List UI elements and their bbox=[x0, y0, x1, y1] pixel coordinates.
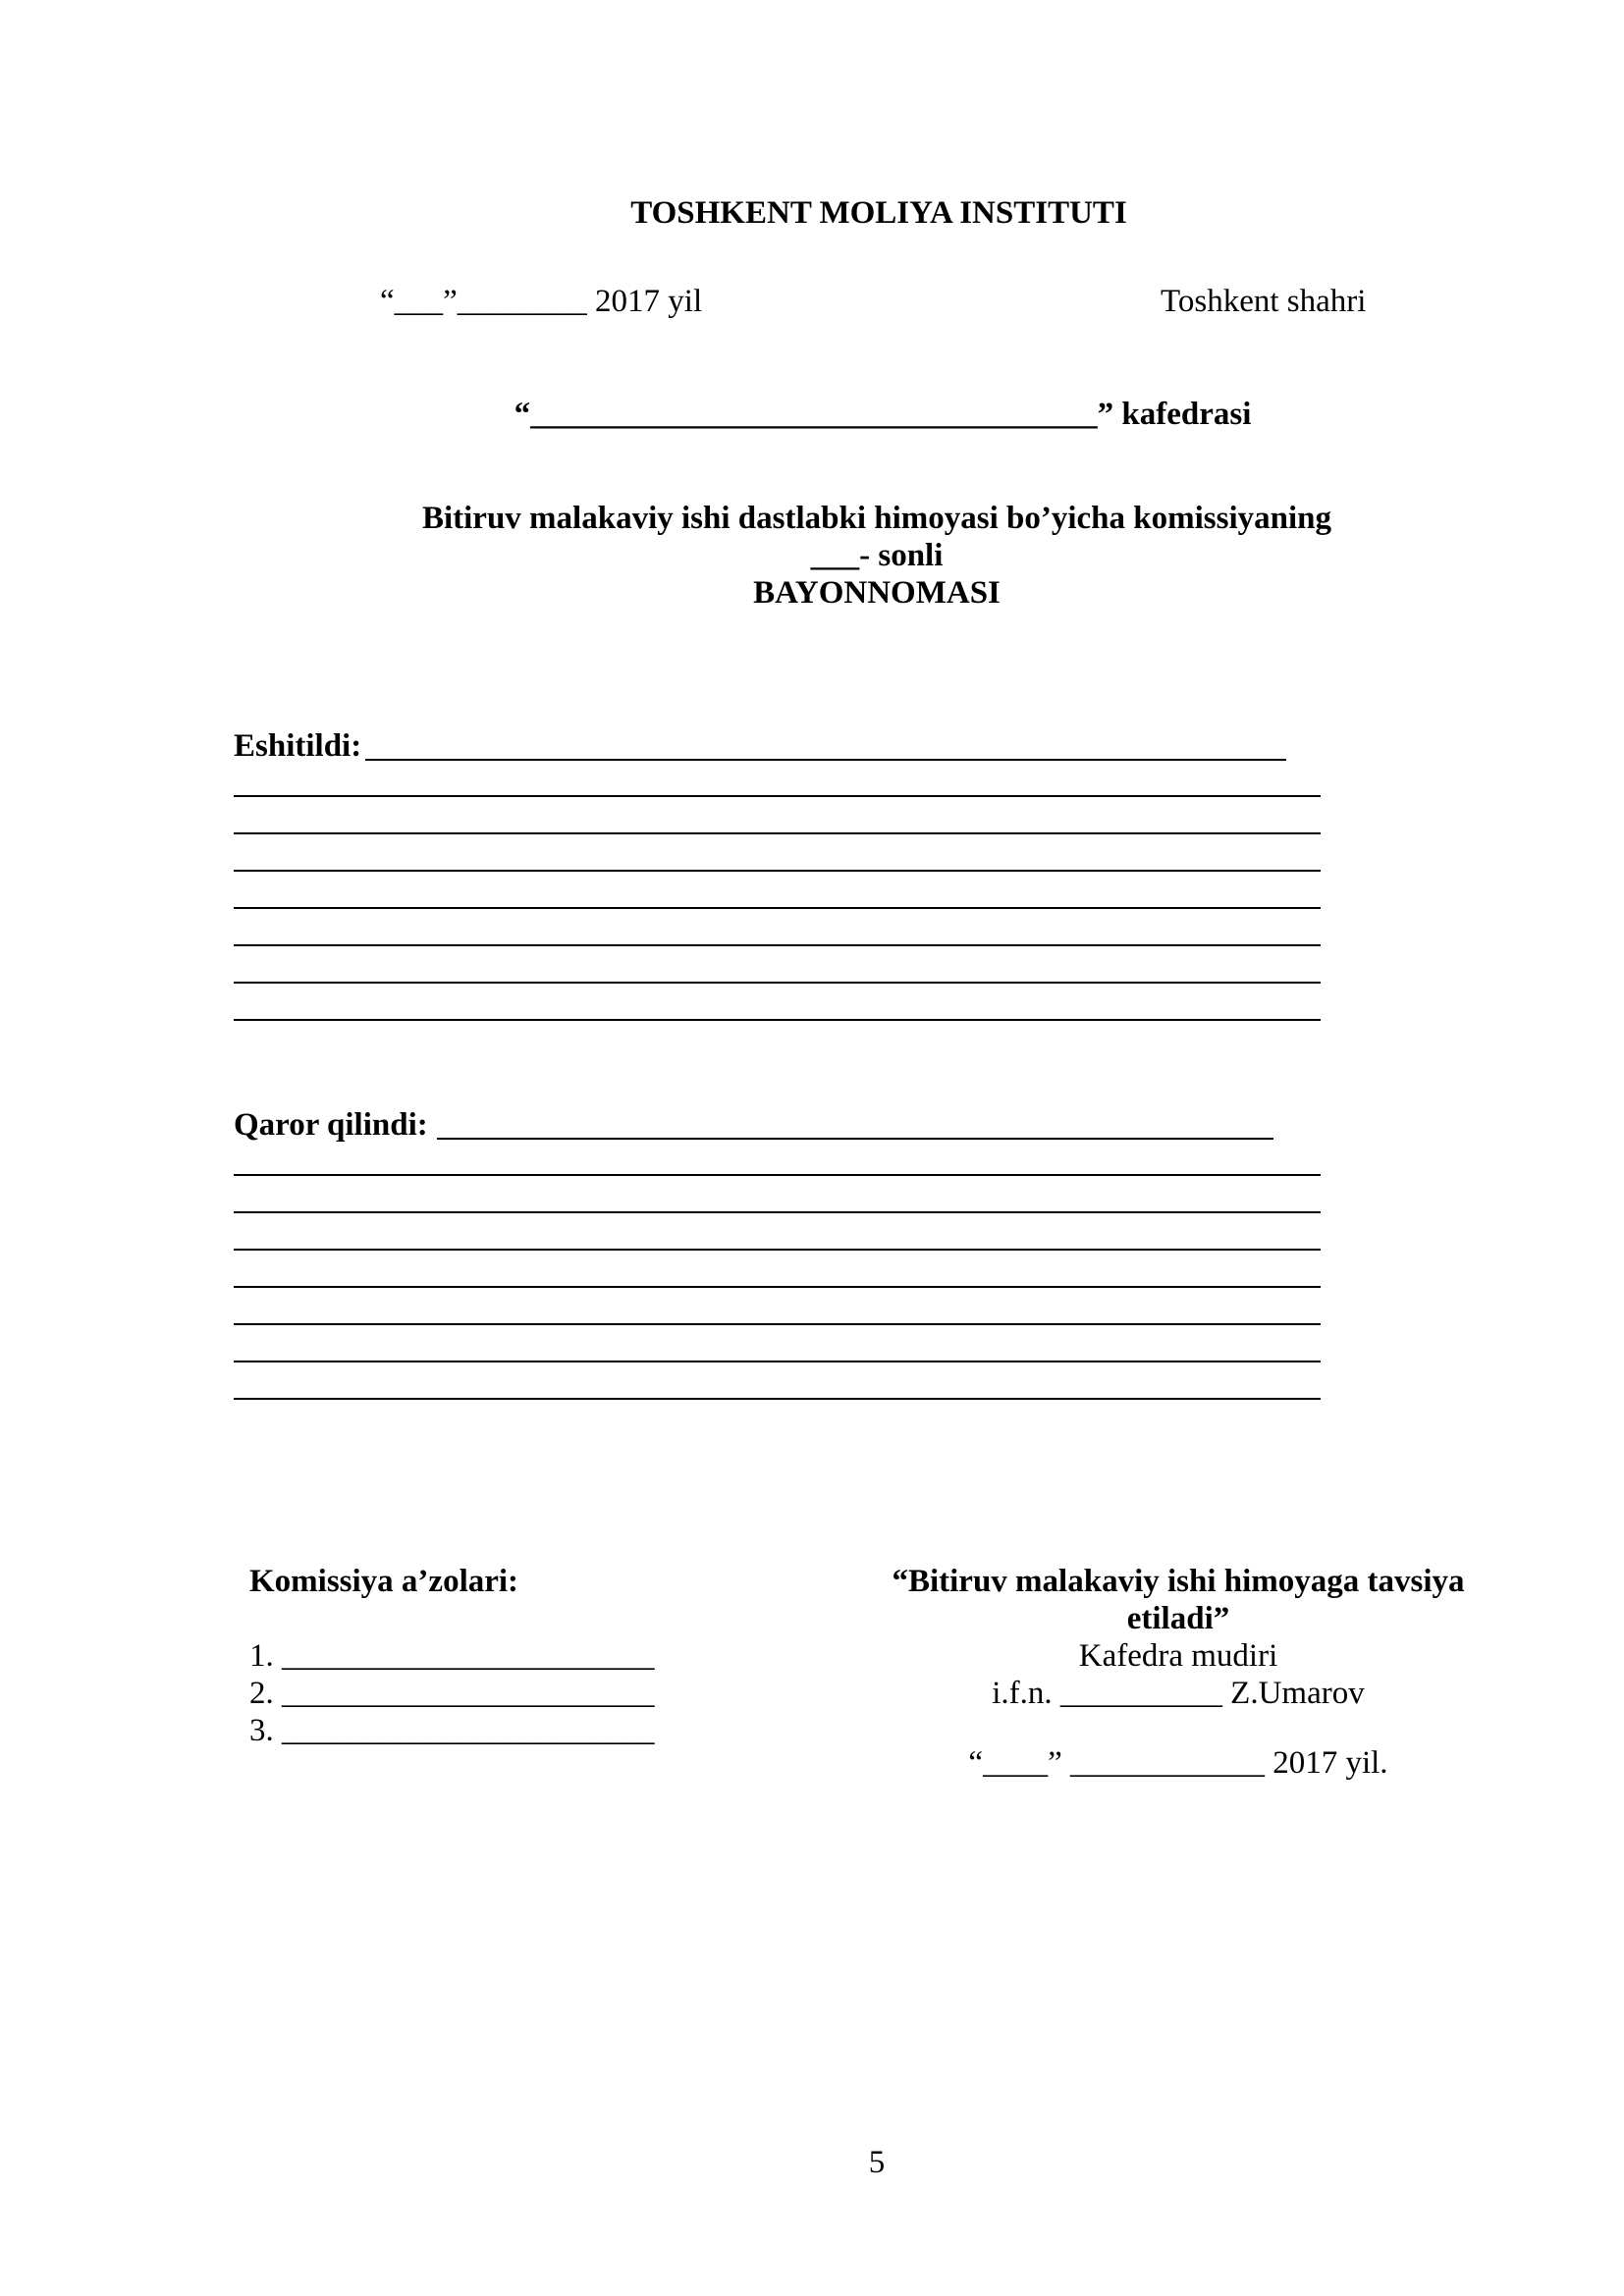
recommendation-line-2: etiladi” bbox=[1126, 1601, 1230, 1636]
commission-label: Komissiya a’zolari: bbox=[249, 1564, 519, 1599]
commission-member-2: 2. _______________________ bbox=[249, 1676, 655, 1711]
decided-blank-line bbox=[234, 1249, 1321, 1251]
decided-blank-line bbox=[234, 1174, 1321, 1176]
decided-blank-line bbox=[234, 1323, 1321, 1325]
department-head-title: Kafedra mudiri bbox=[1078, 1638, 1278, 1674]
recommendation-line-1: “Bitiruv malakaviy ishi himoyaga tavsiya bbox=[892, 1564, 1465, 1599]
city-name: Toshkent shahri bbox=[1161, 284, 1367, 319]
commission-member-3: 3. _______________________ bbox=[249, 1713, 655, 1748]
protocol-number-line: ___- sonli bbox=[810, 538, 944, 573]
decided-blank-line bbox=[234, 1361, 1321, 1362]
heard-first-line bbox=[365, 759, 1286, 761]
decided-blank-line bbox=[234, 1398, 1321, 1400]
heard-blank-line bbox=[234, 1019, 1321, 1021]
department-line: “___________________________________” kafedrasi bbox=[514, 397, 1252, 432]
heard-blank-line bbox=[234, 907, 1321, 909]
decided-label: Qaror qilindi: bbox=[234, 1107, 428, 1143]
heard-blank-line bbox=[234, 870, 1321, 872]
decided-blank-line bbox=[234, 1286, 1321, 1288]
heard-label: Eshitildi: bbox=[234, 728, 362, 764]
title-line-1: Bitiruv malakaviy ishi dastlabki himoyasi bo’yicha komissiyaning bbox=[421, 501, 1332, 536]
department-head-signature: i.f.n. __________ Z.Umarov bbox=[992, 1676, 1365, 1711]
heard-blank-line bbox=[234, 944, 1321, 946]
approval-date: “____” ____________ 2017 yil. bbox=[968, 1745, 1388, 1781]
page-number: 5 bbox=[868, 2145, 886, 2180]
protocol-date: “___”________ 2017 yil bbox=[380, 284, 703, 319]
document-title: BAYONNOMASI bbox=[753, 575, 1001, 611]
decided-blank-line bbox=[234, 1211, 1321, 1213]
decided-first-line bbox=[437, 1138, 1273, 1140]
heard-blank-line bbox=[234, 795, 1321, 797]
heard-blank-line bbox=[234, 832, 1321, 834]
institute-title: TOSHKENT MOLIYA INSTITUTI bbox=[630, 195, 1127, 231]
heard-blank-line bbox=[234, 982, 1321, 984]
commission-member-1: 1. _______________________ bbox=[249, 1638, 655, 1674]
